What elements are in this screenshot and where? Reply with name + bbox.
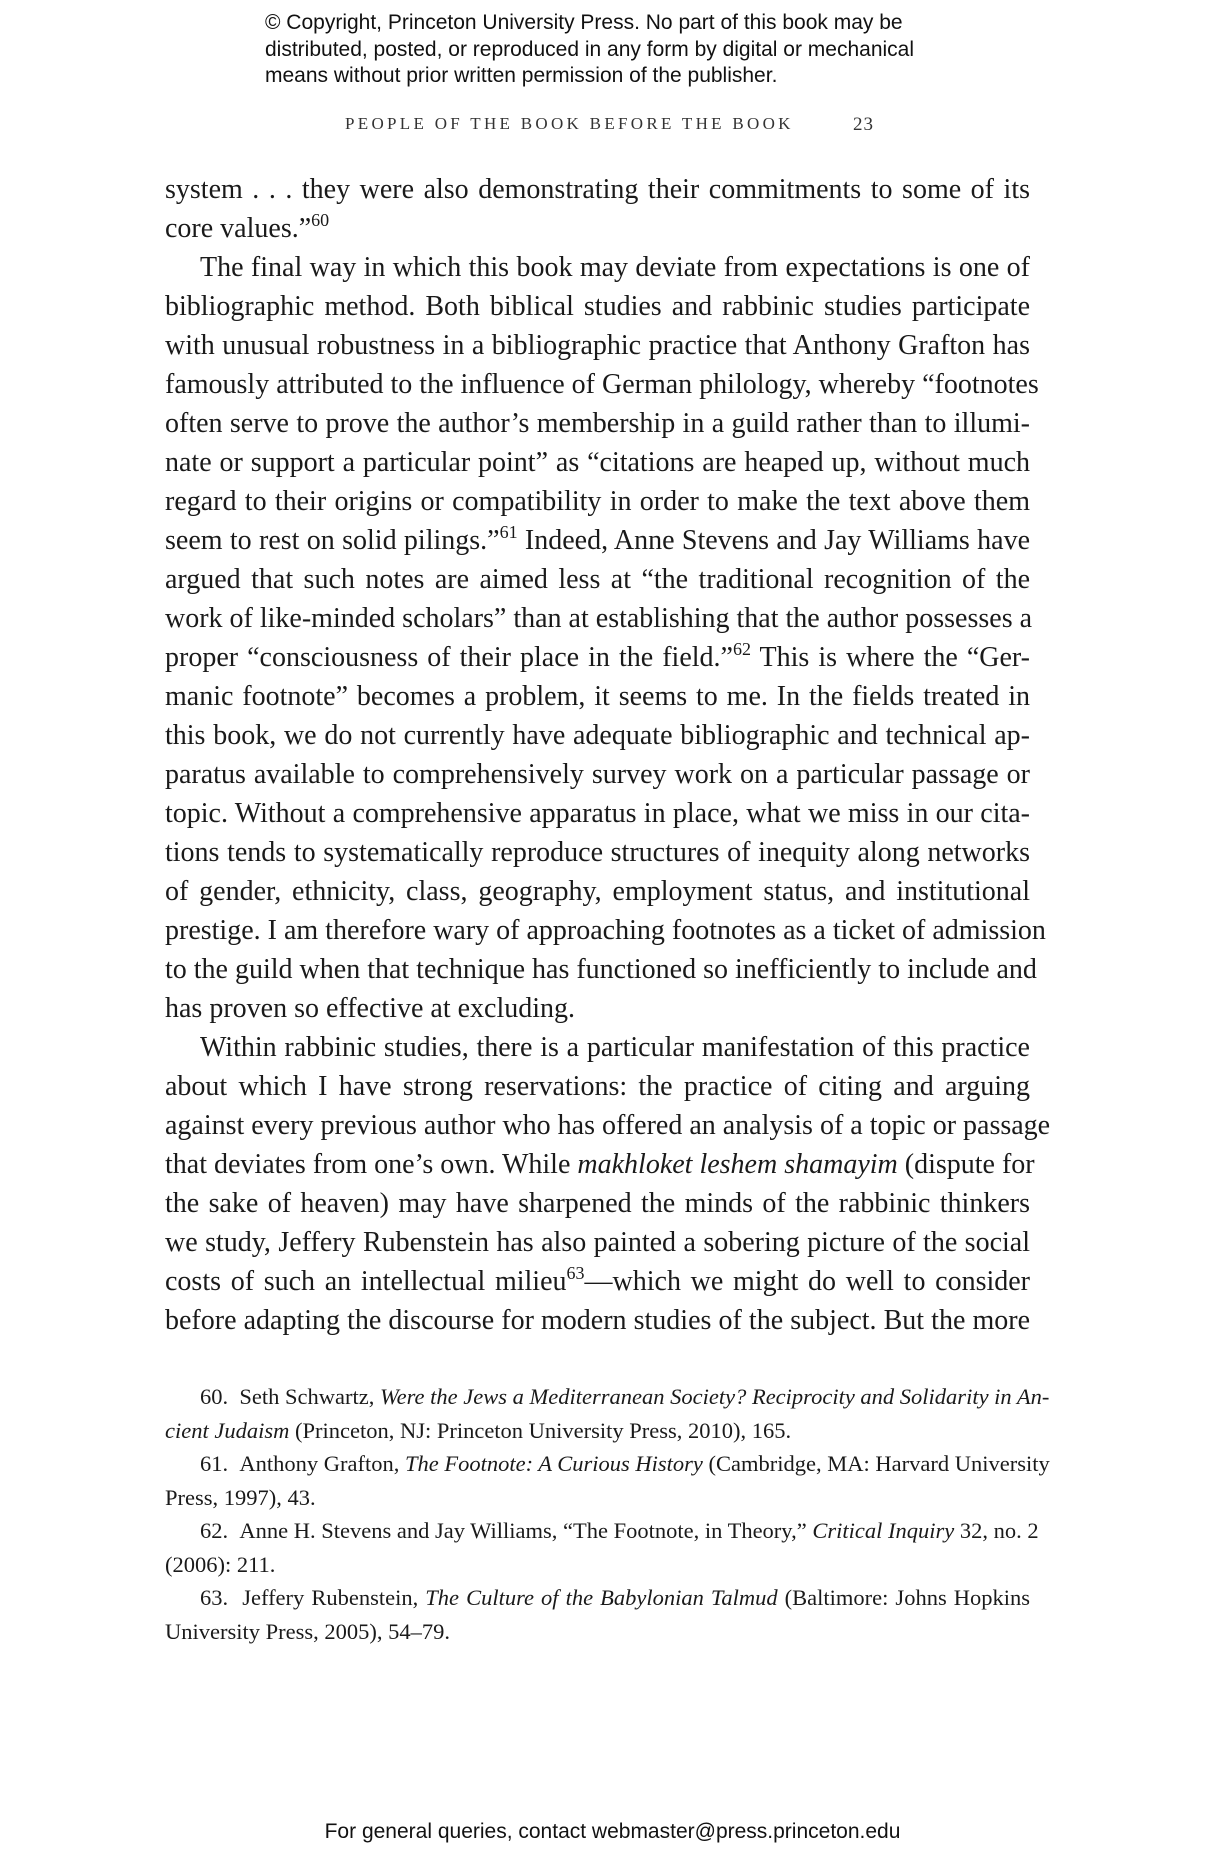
text-line: seem to rest on solid pilings.”$^{61}$ Indeed, Anne Stevens and Jay Williams have — [165, 522, 1030, 556]
text-line: The final way in which this book may deviate from expectations is one of — [200, 252, 1030, 283]
text-line: about which I have strong reservations: the practice of citing and arguing — [165, 1071, 1030, 1102]
text-line: regard to their origins or compatibility in order to make the text above them — [165, 486, 1030, 517]
footnote-number: 61. — [200, 1451, 229, 1476]
footnote-number: 63. — [200, 1585, 229, 1610]
running-head: PEOPLE OF THE BOOK BEFORE THE BOOK — [345, 114, 794, 133]
copyright-line: means without prior written permission of the publisher. — [265, 64, 778, 87]
text-line: of gender, ethnicity, class, geography, employment status, and institutional — [165, 876, 1030, 907]
footnote: 63. Jeffery Rubenstein, The Culture of the Babylonian Talmud (Baltimore: Johns Hopkins University Press, 2005), 54–79. — [165, 1585, 1031, 1644]
text-line: prestige. I am therefore wary of approaching footnotes as a ticket of admission — [165, 915, 1046, 946]
text-line: famously attributed to the influence of German philology, whereby “footnotes — [165, 369, 1039, 400]
text-line: work of like-minded scholars” than at establishing that the author possesses a — [165, 603, 1033, 634]
text-line: this book, we do not currently have adequate bibliographic and technical ap- — [165, 720, 1030, 751]
text-line: often serve to prove the author’s membership in a guild rather than to illumi- — [165, 408, 1030, 439]
copyright-line: © Copyright, Princeton University Press. No part of this book may be — [265, 11, 903, 34]
italic-term: makhloket leshem shamayim — [577, 1149, 898, 1180]
footnote: 62. Anne H. Stevens and Jay Williams, “The Footnote, in Theory,” Critical Inquiry 32, no. 2 (2006): 211. — [165, 1518, 1039, 1577]
text-line: bibliographic method. Both biblical studies and rabbinic studies participate — [165, 291, 1030, 322]
copyright-notice — [265, 10, 985, 90]
footnote-number: 60. — [200, 1384, 229, 1409]
text-line: argued that such notes are aimed less at “the traditional recognition of the — [165, 564, 1030, 595]
page-number: 23 — [853, 114, 874, 135]
body-text — [165, 170, 1051, 1340]
text-line: to the guild when that technique has functioned so inefficiently to include and — [165, 954, 1037, 985]
text-line: system . . . they were also demonstrating their commitments to some of its — [165, 174, 1030, 205]
copyright-line: distributed, posted, or reproduced in any form by digital or mechanical — [265, 37, 915, 61]
footnote-number: 62. — [200, 1518, 229, 1543]
text-line: costs of such an intellectual milieu$^{63}$—which we might do well to consider — [165, 1263, 1030, 1297]
text-line: we study, Jeffery Rubenstein has also painted a sobering picture of the social — [165, 1227, 1030, 1258]
text-line: core values.”$^{60}$ — [165, 210, 330, 244]
text-line: manic footnote” becomes a problem, it seems to me. In the fields treated in — [165, 681, 1030, 712]
footnote-ref[interactable]: 60 — [311, 210, 330, 230]
footnotes — [165, 1380, 1050, 1648]
text-line: has proven so effective at excluding. — [165, 993, 576, 1024]
text-line: the sake of heaven) may have sharpened the minds of the rabbinic thinkers — [165, 1188, 1030, 1219]
text-line: paratus available to comprehensively survey work on a particular passage or — [165, 759, 1030, 790]
text-line: Within rabbinic studies, there is a particular manifestation of this practice — [200, 1032, 1030, 1063]
footnote-ref[interactable]: 61 — [499, 522, 518, 542]
footnote-ref[interactable]: 62 — [732, 639, 751, 659]
footnote: 61. Anthony Grafton, The Footnote: A Curious History (Cambridge, MA: Harvard University Press, 1997), 43. — [165, 1451, 1050, 1510]
text-line: before adapting the discourse for modern studies of the subject. But the more — [165, 1305, 1030, 1336]
footnote-ref[interactable]: 63 — [566, 1263, 585, 1283]
text-line: topic. Without a comprehensive apparatus in place, what we miss in our cita- — [165, 798, 1030, 829]
text-line: against every previous author who has offered an analysis of a topic or passage — [165, 1110, 1051, 1141]
text-line: nate or support a particular point” as “citations are heaped up, without much — [165, 447, 1030, 478]
text-line: proper “consciousness of their place in the field.”$^{62}$ This is where the “Ger- — [165, 639, 1030, 673]
text-line: tions tends to systematically reproduce structures of inequity along networks — [165, 837, 1030, 868]
footer-contact: For general queries, contact webmaster@press.princeton.edu — [324, 1820, 901, 1843]
text-line: with unusual robustness in a bibliographic practice that Anthony Grafton has — [165, 330, 1030, 361]
text-line: that deviates from one’s own. While makhloket leshem shamayim (dispute for — [165, 1149, 1035, 1180]
footnote: 60. Seth Schwartz, Were the Jews a Mediterranean Society? Reciprocity and Solidarity in An- cient Judaism (Princeton, NJ: Princeton University Press, 2010), 165. — [165, 1384, 1050, 1443]
